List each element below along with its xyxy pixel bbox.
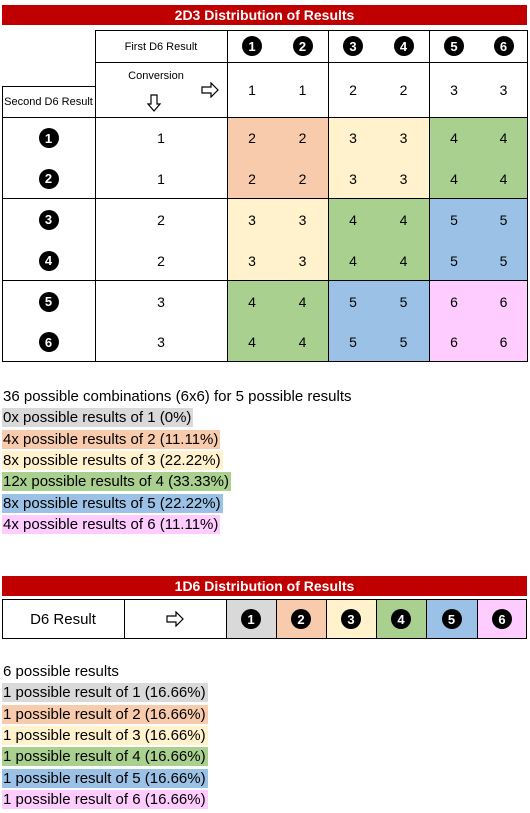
summary-1d6-line: 1 possible result of 3 (16.66%) bbox=[3, 726, 206, 744]
grid-cell: 4 bbox=[277, 322, 328, 362]
summary-1d6-line: 1 possible result of 5 (16.66%) bbox=[3, 769, 206, 787]
grid-line bbox=[2, 117, 528, 118]
grid-cell: 6 bbox=[479, 322, 528, 362]
grid-cell: 4 bbox=[378, 240, 429, 281]
die-face-icon: 4 bbox=[391, 609, 411, 629]
grid-cell: 3 bbox=[378, 158, 429, 199]
first-conversion-value: 1 bbox=[248, 82, 256, 98]
die-face-icon: 1 bbox=[241, 609, 261, 629]
grid-line bbox=[95, 62, 528, 63]
summary-1d6 bbox=[2, 662, 502, 812]
d6-face-cell bbox=[326, 599, 376, 639]
grid-cell: 6 bbox=[429, 322, 479, 362]
grid-line bbox=[328, 30, 329, 362]
die-face-icon: 5 bbox=[442, 609, 462, 629]
row-die bbox=[2, 281, 95, 322]
second-conversion-value: 3 bbox=[157, 334, 165, 350]
grid-cell: 5 bbox=[479, 199, 528, 240]
grid-line bbox=[2, 599, 3, 639]
die-face-icon: 3 bbox=[341, 609, 361, 629]
grid-cell: 3 bbox=[328, 118, 378, 158]
die-face-icon: 6 bbox=[492, 609, 512, 629]
grid-cell: 4 bbox=[328, 240, 378, 281]
table-1d6-title: 1D6 Distribution of Results bbox=[2, 576, 527, 596]
grid-cell: 4 bbox=[479, 158, 528, 199]
summary-2d3-line: 4x possible results of 2 (11.11%) bbox=[3, 430, 219, 448]
right-arrow-icon bbox=[201, 82, 219, 98]
grid-cell: 5 bbox=[429, 240, 479, 281]
row-die bbox=[2, 118, 95, 158]
die-face-icon: 6 bbox=[494, 36, 514, 56]
summary-1d6-line: 1 possible result of 4 (16.66%) bbox=[3, 748, 206, 766]
second-conversion-value: 2 bbox=[157, 211, 165, 228]
die-face-icon: 5 bbox=[444, 36, 464, 56]
grid-cell: 3 bbox=[328, 158, 378, 199]
first-conversion-value: 1 bbox=[298, 82, 307, 98]
row-die bbox=[2, 199, 95, 240]
right-arrow-icon bbox=[124, 599, 226, 639]
first-conversion-value: 3 bbox=[499, 82, 508, 98]
die-face-icon: 1 bbox=[39, 128, 59, 148]
first-conversion-value: 2 bbox=[349, 82, 357, 98]
grid-cell: 5 bbox=[328, 322, 378, 362]
grid-line bbox=[426, 599, 427, 639]
grid-line bbox=[376, 599, 377, 639]
die-face-icon: 2 bbox=[293, 36, 313, 56]
die-face-icon: 4 bbox=[39, 251, 59, 271]
summary-2d3-line: 8x possible results of 5 (22.22%) bbox=[3, 494, 221, 512]
die-face-icon: 4 bbox=[394, 36, 414, 56]
summary-1d6-line: 1 possible result of 2 (16.66%) bbox=[3, 705, 206, 723]
grid-cell: 4 bbox=[227, 281, 277, 322]
column-die bbox=[227, 30, 277, 62]
grid-line bbox=[526, 599, 527, 639]
grid-line bbox=[326, 599, 327, 639]
grid-cell: 4 bbox=[328, 199, 378, 240]
grid-cell: 5 bbox=[429, 199, 479, 240]
summary-1d6-intro: 6 possible results bbox=[3, 663, 119, 680]
die-face-icon: 2 bbox=[39, 169, 59, 189]
grid-cell: 4 bbox=[429, 118, 479, 158]
die-face-icon: 2 bbox=[291, 609, 311, 629]
grid-cell: 4 bbox=[277, 281, 328, 322]
column-die bbox=[479, 30, 528, 62]
grid-cell: 4 bbox=[227, 322, 277, 362]
grid-cell: 4 bbox=[429, 158, 479, 199]
second-d6-label: Second D6 Result bbox=[4, 95, 93, 108]
grid-line bbox=[95, 30, 528, 31]
grid-cell: 2 bbox=[227, 158, 277, 199]
grid-line bbox=[2, 638, 527, 639]
grid-line bbox=[124, 599, 125, 639]
grid-cell: 2 bbox=[277, 158, 328, 199]
summary-2d3-line: 8x possible results of 3 (22.22%) bbox=[3, 451, 221, 469]
d6-face-cell bbox=[226, 599, 276, 639]
grid-cell: 2 bbox=[227, 118, 277, 158]
grid-cell: 4 bbox=[479, 118, 528, 158]
summary-1d6-line: 1 possible result of 1 (16.66%) bbox=[3, 684, 206, 702]
grid-line bbox=[2, 361, 528, 362]
second-conversion-value: 1 bbox=[157, 170, 165, 187]
row-die bbox=[2, 158, 95, 199]
d6-face-cell bbox=[426, 599, 477, 639]
d6-face-cell bbox=[376, 599, 426, 639]
die-face-icon: 3 bbox=[343, 36, 363, 56]
grid-line bbox=[429, 30, 430, 362]
column-die bbox=[277, 30, 328, 62]
die-face-icon: 3 bbox=[39, 210, 59, 230]
column-die bbox=[378, 30, 429, 62]
table-2d3-title: 2D3 Distribution of Results bbox=[2, 5, 527, 25]
grid-line bbox=[276, 599, 277, 639]
column-die bbox=[328, 30, 378, 62]
summary-2d3-intro: 36 possible combinations (6x6) for 5 possible results bbox=[3, 388, 352, 405]
grid-cell: 4 bbox=[378, 199, 429, 240]
row-die bbox=[2, 240, 95, 281]
grid-cell: 5 bbox=[479, 240, 528, 281]
d6-face-cell bbox=[276, 599, 326, 639]
summary-2d3-line: 12x possible results of 4 (33.33%) bbox=[3, 473, 229, 491]
grid-line bbox=[2, 280, 528, 281]
grid-cell: 5 bbox=[378, 322, 429, 362]
summary-2d3-line: 4x possible results of 6 (11.11%) bbox=[3, 515, 219, 533]
grid-line bbox=[95, 30, 96, 362]
grid-line bbox=[2, 599, 527, 600]
grid-line bbox=[2, 198, 528, 199]
grid-cell: 5 bbox=[328, 281, 378, 322]
grid-cell: 3 bbox=[227, 240, 277, 281]
die-face-icon: 5 bbox=[39, 292, 59, 312]
second-conversion-value: 2 bbox=[157, 252, 165, 269]
summary-1d6-line: 1 possible result of 6 (16.66%) bbox=[3, 790, 206, 808]
grid-cell: 5 bbox=[378, 281, 429, 322]
first-conversion-value: 3 bbox=[450, 82, 458, 98]
grid-cell: 6 bbox=[479, 281, 528, 322]
grid-cell: 3 bbox=[378, 118, 429, 158]
grid-line bbox=[227, 30, 228, 362]
grid-cell: 2 bbox=[277, 118, 328, 158]
grid-cell: 6 bbox=[429, 281, 479, 322]
grid-line bbox=[2, 86, 95, 87]
grid-line bbox=[477, 599, 478, 639]
summary-2d3-line: 0x possible results of 1 (0%) bbox=[3, 409, 192, 427]
d6-result-label: D6 Result bbox=[30, 610, 96, 628]
die-face-icon: 6 bbox=[39, 332, 59, 352]
second-conversion-value: 1 bbox=[157, 130, 165, 146]
down-arrow-icon bbox=[147, 94, 161, 112]
row-die bbox=[2, 322, 95, 362]
summary-2d3 bbox=[2, 387, 502, 537]
first-conversion-value: 2 bbox=[399, 82, 408, 98]
grid-cell: 3 bbox=[277, 240, 328, 281]
column-die bbox=[429, 30, 479, 62]
grid-line bbox=[2, 86, 3, 362]
d6-face-cell bbox=[477, 599, 527, 639]
first-d6-label: First D6 Result bbox=[124, 40, 198, 53]
conversion-label: Conversion bbox=[128, 70, 184, 82]
grid-line bbox=[226, 599, 227, 639]
grid-line bbox=[527, 30, 528, 362]
grid-cell: 3 bbox=[277, 199, 328, 240]
second-conversion-value: 3 bbox=[157, 293, 165, 310]
die-face-icon: 1 bbox=[242, 36, 262, 56]
grid-cell: 3 bbox=[227, 199, 277, 240]
